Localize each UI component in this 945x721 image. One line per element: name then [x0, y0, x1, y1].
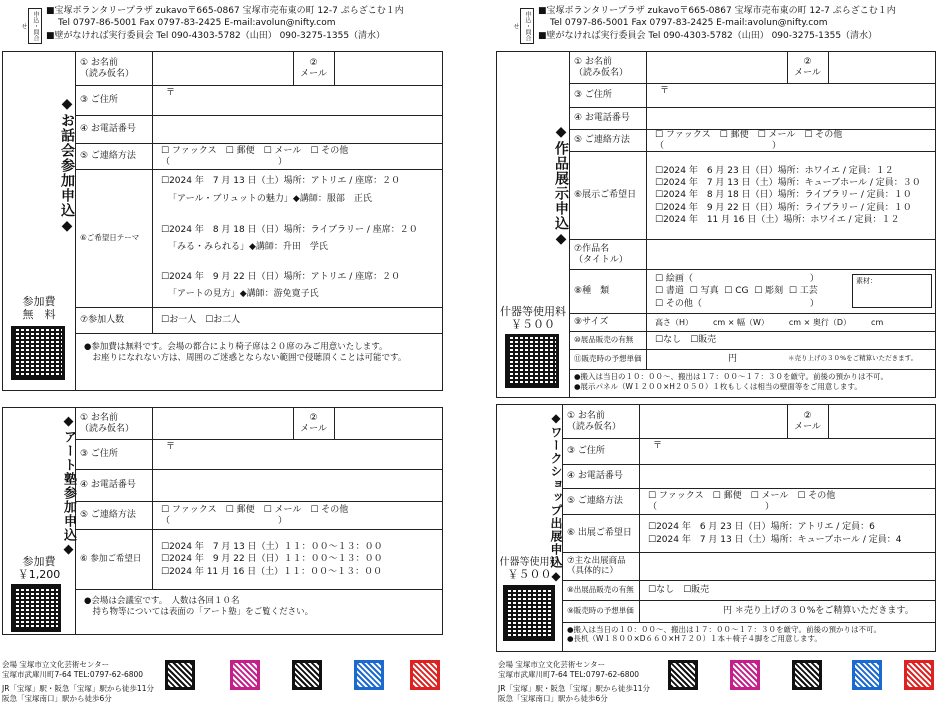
exhibit-notes: ●搬入は当日の１０：００～、搬出は１７：００～１７：３０を厳守。前後の預かりは不可。 ●展示パネル（W１２００×H２０５０）１枚もしくは相当の壁面等をご用意します。 — [574, 372, 889, 392]
talk-session-3-topic: 「アートの見方」◆講師：游免寛子氏 — [168, 289, 319, 299]
exhibit-size-value[interactable]: 高さ（H） cm × 幅（W） cm × 奥行（D） cm — [655, 317, 884, 327]
qr-code[interactable] — [11, 326, 65, 380]
exhibit-fee: ￥５００ — [511, 318, 555, 331]
juku-form — [2, 407, 443, 635]
talk-session-3[interactable]: ☐2024 年 9 月 22 日（日）場所：アトリエ / 座席：２０ — [161, 272, 401, 282]
exhibit-row-address — [570, 84, 935, 108]
shop-sale-label: ⑧出展品販売の有無 — [563, 581, 640, 600]
exhibit-name-label: ① お名前 （読み仮名） — [570, 52, 647, 83]
x-qr-icon[interactable] — [792, 660, 822, 690]
talk-row-address — [76, 86, 442, 116]
exhibit-kind-list — [647, 270, 819, 313]
exhibit-address-label: ③ ご住所 — [570, 84, 647, 107]
youtube-qr-icon[interactable] — [904, 660, 934, 690]
header-line3: ■壁がなければ実行委員会 Tel 090-4303-5782（山田） 090-3275-1355（清水） — [46, 31, 386, 41]
exhibit-date-option[interactable]: ☐2024 年 11 月 16 日（土）場所：ホワイエ / 定員：１２ — [655, 214, 900, 225]
left-page — [0, 0, 470, 721]
exhibit-work-name-input[interactable] — [647, 240, 935, 269]
juku-fee-label: 参加費 — [22, 555, 56, 568]
exhibit-row-price — [570, 350, 935, 370]
talk-fee-label: 参加費 — [22, 295, 56, 308]
exhibit-kind-option[interactable]: ☐ その他（ ） — [655, 298, 819, 309]
shop-address-label: ③ ご住所 — [563, 439, 640, 464]
exhibit-side — [497, 52, 570, 397]
header-line2: Tel 0797-86-5001 Fax 0797-83-2425 E-mail:avolun@nifty.com — [550, 18, 828, 28]
header-line3: ■壁がなければ実行委員会 Tel 090-4303-5782（山田） 090-3275-1355（清水） — [538, 31, 878, 41]
exhibit-phone-label: ④ お電話番号 — [570, 108, 647, 129]
talk-form — [2, 51, 443, 391]
footer-access-2: 阪急「宝塚南口」駅から徒歩6分 — [498, 694, 608, 703]
exhibit-size-label: ⑨サイズ — [570, 314, 647, 331]
shop-date-list — [640, 515, 901, 552]
header — [490, 6, 945, 46]
exhibit-sale-label: ⑩展品販売の有無 — [570, 332, 647, 349]
header — [0, 6, 470, 46]
juku-phone-input[interactable] — [153, 470, 442, 501]
shop-goods-label: ⑦主な出展商品 （具体的に） — [563, 553, 640, 580]
exhibit-yen: 円 — [728, 354, 738, 364]
juku-fee: ￥1,200 — [17, 568, 61, 581]
exhibit-date-option[interactable]: ☐2024 年 9 月 22 日（日）場所：ライブラリー / 定員：１０ — [655, 202, 912, 213]
shop-contact-label: ⑤ ご連絡方法 — [563, 489, 640, 514]
juku-date-option[interactable]: ☐2024 年 9 月 22 日（日）１１：００～１３：００ — [161, 554, 383, 565]
shop-date-option[interactable]: ☐2024 年 6 月 23 日（日）場所：アトリエ / 定員：6 — [648, 522, 875, 533]
talk-notes: ●参加費は無料です。会場の都合により椅子席は２０席のみご用意いたします。 お座りになれない方は、周囲のご迷惑とならない範囲で侵聴頂くことは可能です。 — [84, 342, 407, 364]
talk-phone-label: ④ お電話番号 — [76, 116, 153, 143]
exhibit-phone-input[interactable] — [647, 108, 935, 129]
shop-mail-label: ② メール — [787, 405, 829, 438]
juku-date-option[interactable]: ☐2024 年 11 月 16 日（土）１１：００～１３：００ — [161, 566, 383, 577]
talk-contact-label: ⑤ ご連絡方法 — [76, 144, 153, 169]
exhibit-sale-options[interactable]: ☐なし ☐販売 — [655, 335, 717, 346]
shop-notes: ●搬入は当日の１０：００～、搬出は１７：００～１７：３０を厳守。前後の預かりは不可。 ●長机（W１８００×D６６０×H７２０）１本＋椅子４脚をご用意します。 — [567, 625, 882, 644]
exhibit-price-note: ＊売り上げの３０%をご精算いただきます。 — [788, 354, 918, 362]
youtube-qr-icon[interactable] — [410, 660, 440, 690]
exhibit-contact-label: ⑤ ご連絡方法 — [570, 130, 647, 151]
juku-mail-label: ② メール — [293, 408, 335, 439]
footer-address: 宝塚市武庫川町7-64 TEL:0797-62-6800 — [2, 670, 144, 679]
shop-name-input[interactable] — [640, 405, 787, 438]
instagram-qr-icon[interactable] — [230, 660, 260, 690]
juku-title: ◆アート塾参加申込◆ — [61, 414, 76, 558]
shop-fee-label: 什器等使用料 — [499, 557, 560, 568]
talk-phone-input[interactable] — [153, 116, 442, 143]
header-badge: 申込・問合せ — [520, 8, 534, 44]
exhibit-date-option[interactable]: ☐2024 年 8 月 18 日（日）場所：ライブラリー / 定員：１０ — [655, 190, 912, 201]
talk-session-2-topic: 「みる・みられる」◆講師：升田 学氏 — [168, 242, 328, 252]
shop-row-price — [563, 601, 935, 623]
juku-address-input[interactable] — [153, 440, 442, 469]
shop-date-label: ⑥ 出展ご希望日 — [563, 515, 640, 552]
shop-title: ◆ワークショップ出展申込◆ — [549, 411, 563, 584]
shop-price-label: ⑨販売時の予想単価 — [563, 601, 640, 622]
instagram-qr-icon[interactable] — [730, 660, 760, 690]
juku-date-option[interactable]: ☐2024 年 7 月 13 日（土）１１：００～１３：００ — [161, 542, 383, 553]
shop-row-name — [563, 405, 935, 439]
shop-goods-input[interactable] — [640, 553, 935, 580]
footer-access-1: JR「宝塚」駅・阪急「宝塚」駅から徒歩11分 — [498, 684, 650, 693]
exhibit-mail-label: ② メール — [787, 52, 829, 83]
exhibit-price-label: ⑪販売時の予想単価 — [570, 350, 647, 369]
juku-contact-options[interactable]: ☐ ファックス ☐ 郵便 ☐ メール ☐ その他（ ） — [161, 505, 349, 526]
talk-mail-label: ② メール — [293, 52, 335, 85]
juku-row-address — [76, 440, 442, 470]
juku-row-name — [76, 408, 442, 440]
exhibit-title: ◆作品展示申込◆ — [553, 124, 569, 248]
shop-postal-mark: 〒 — [653, 441, 663, 451]
website-qr-icon[interactable] — [668, 660, 698, 690]
shop-row-sale — [563, 581, 935, 601]
exhibit-kind-label: ⑧種 類 — [570, 270, 647, 313]
juku-notes: ●会場は会議室です。 人数は各回１０名 持ち物等については表面の「アート塾」をご覧ください。 — [84, 596, 314, 618]
talk-address-input[interactable] — [153, 86, 442, 115]
footer-venue: 会場 宝塚市立文化芸術センター — [498, 660, 606, 669]
exhibit-row-contact — [570, 130, 935, 152]
exhibit-form — [496, 51, 936, 398]
talk-row-phone — [76, 116, 442, 144]
facebook-qr-icon[interactable] — [852, 660, 882, 690]
shop-row-dates — [563, 515, 935, 553]
footer-access-2: 阪急「宝塚南口」駅から徒歩6分 — [2, 694, 112, 703]
shop-contact-options[interactable]: ☐ ファックス ☐ 郵便 ☐ メール ☐ その他（ ） — [648, 491, 836, 512]
shop-row-address — [563, 439, 935, 465]
exhibit-work-name-label: ⑦作品名 （タイトル） — [570, 240, 647, 269]
talk-session-2[interactable]: ☐2024 年 8 月 18 日（日）場所：ライブラリー / 座席：２０ — [161, 225, 418, 235]
facebook-qr-icon[interactable] — [354, 660, 384, 690]
shop-phone-input[interactable] — [640, 465, 935, 488]
juku-address-label: ③ ご住所 — [76, 440, 153, 469]
exhibit-date-option[interactable]: ☐2024 年 6 月 23 日（日）場所：ホワイエ / 定員：１２ — [655, 166, 894, 177]
footer-venue: 会場 宝塚市立文化芸術センター — [2, 660, 110, 669]
header-line2: Tel 0797-86-5001 Fax 0797-83-2425 E-mail:avolun@nifty.com — [58, 18, 336, 28]
shop-row-goods — [563, 553, 935, 581]
exhibit-date-option[interactable]: ☐2024 年 7 月 13 日（土）場所：キューブホール / 定員：３０ — [655, 178, 921, 189]
shop-mail-input[interactable] — [829, 405, 935, 438]
shop-price-value: 円 ＊売り上げの３０%をご精算いただきます。 — [723, 606, 914, 616]
header-line1: ■宝塚ボランタリープラザ zukavo〒665-0867 宝塚市売布東の町 12-7 ぷらざこむ１内 — [538, 6, 896, 16]
website-qr-icon[interactable] — [165, 660, 195, 690]
shop-phone-label: ④ お電話番号 — [563, 465, 640, 488]
footer-address: 宝塚市武庫川町7-64 TEL:0797-62-6800 — [498, 670, 640, 679]
shop-fee: ￥５００ — [507, 568, 552, 581]
juku-row-dates — [76, 530, 442, 590]
x-qr-icon[interactable] — [292, 660, 322, 690]
talk-row-name — [76, 52, 442, 86]
exhibit-row-work-name — [570, 240, 935, 270]
qr-code[interactable] — [11, 584, 61, 632]
juku-side — [3, 408, 76, 634]
shop-sale-options[interactable]: ☐なし ☐販売 — [648, 585, 710, 596]
juku-date-list — [153, 530, 383, 589]
exhibit-row-name — [570, 52, 935, 84]
footer-access-1: JR「宝塚」駅・阪急「宝塚」駅から徒歩11分 — [2, 684, 154, 693]
talk-theme-label: ⑥ご希望日テーマ — [76, 170, 153, 307]
exhibit-material-box[interactable]: 素材： — [852, 274, 932, 308]
juku-date-label: ⑥ 参加ご希望日 — [76, 530, 153, 589]
qr-code[interactable] — [503, 585, 555, 641]
juku-phone-label: ④ お電話番号 — [76, 470, 153, 501]
exhibit-address-input[interactable] — [647, 84, 935, 107]
exhibit-contact-options[interactable]: ☐ ファックス ☐ 郵便 ☐ メール ☐ その他（ ） — [655, 130, 843, 151]
shop-name-label: ① お名前 （読み仮名） — [563, 405, 640, 438]
talk-session-1[interactable]: ☐2024 年 7 月 13 日（土）場所：アトリエ / 座席：２０ — [161, 176, 401, 186]
exhibit-row-sale — [570, 332, 935, 350]
talk-name-input[interactable] — [153, 52, 293, 85]
shop-form — [496, 404, 936, 652]
talk-mail-input[interactable] — [335, 52, 442, 85]
talk-row-contact — [76, 144, 442, 170]
header-badge: 申込・問合せ — [28, 8, 42, 44]
exhibit-kind-option[interactable]: ☐ 絵画（ ） — [655, 274, 819, 285]
talk-people-label: ⑦参加人数 — [76, 308, 153, 333]
exhibit-kind-option[interactable]: ☐ 書道 ☐ 写真 ☐ CG ☐ 彫刻 ☐ 工芸 — [655, 286, 818, 297]
right-page — [490, 0, 945, 721]
header-line1: ■宝塚ボランタリープラザ zukavo〒665-0867 宝塚市売布東の町 12-7 ぷらざこむ１内 — [46, 6, 404, 16]
exhibit-row-phone — [570, 108, 935, 130]
exhibit-row-dates — [570, 152, 935, 240]
juku-mail-input[interactable] — [335, 408, 442, 439]
talk-address-label: ③ ご住所 — [76, 86, 153, 115]
talk-side — [3, 52, 76, 390]
exhibit-date-list — [647, 152, 921, 239]
talk-fee: 無 料 — [22, 308, 56, 321]
talk-title: ◆お話会参加申込◆ — [59, 96, 75, 235]
talk-row-theme — [76, 170, 442, 308]
juku-contact-label: ⑤ ご連絡方法 — [76, 502, 153, 529]
exhibit-fee-label: 什器等使用料 — [500, 305, 566, 318]
exhibit-row-kind — [570, 270, 935, 314]
talk-session-1-topic: 「アール・ブリュットの魅力」◆講師：服部 正氏 — [168, 194, 372, 204]
shop-row-contact — [563, 489, 935, 515]
juku-row-phone — [76, 470, 442, 502]
juku-name-input[interactable] — [153, 408, 293, 439]
exhibit-row-size — [570, 314, 935, 332]
exhibit-name-input[interactable] — [647, 52, 787, 83]
qr-code[interactable] — [505, 334, 559, 388]
juku-row-contact — [76, 502, 442, 530]
shop-side — [497, 405, 563, 651]
shop-date-option[interactable]: ☐2024 年 7 月 13 日（土）場所：キューブホール / 定員：4 — [648, 534, 902, 545]
juku-name-label: ① お名前 （読み仮名） — [76, 408, 153, 439]
talk-row-people — [76, 308, 442, 334]
shop-row-phone — [563, 465, 935, 489]
juku-postal-mark: 〒 — [166, 442, 176, 452]
talk-people-options[interactable]: ☐お一人 ☐お二人 — [161, 315, 241, 326]
exhibit-date-label: ⑥展示ご希望日 — [570, 152, 647, 239]
talk-postal-mark: 〒 — [166, 88, 176, 98]
exhibit-mail-input[interactable] — [829, 52, 935, 83]
talk-name-label: ① お名前 （読み仮名） — [76, 52, 153, 85]
shop-address-input[interactable] — [640, 439, 935, 464]
exhibit-postal-mark: 〒 — [660, 86, 670, 96]
talk-contact-options[interactable]: ☐ ファックス ☐ 郵便 ☐ メール ☐ その他（ ） — [161, 146, 349, 167]
